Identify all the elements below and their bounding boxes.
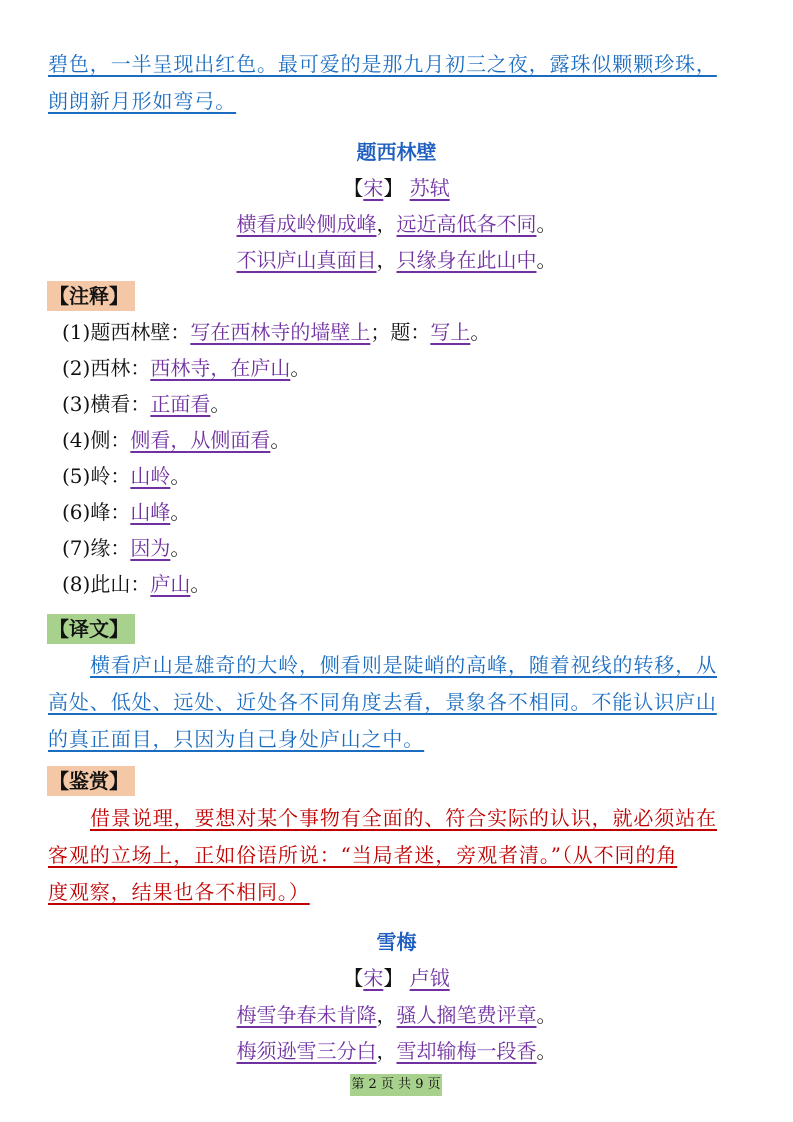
appreciation-line-2: 客观的立场上，正如俗语所说：“当局者迷，旁观者清。”（从不同的角 <box>48 843 678 867</box>
poem2-line-2 <box>0 1037 793 1065</box>
punct: ， <box>376 1003 397 1027</box>
poem1-byline <box>0 174 793 202</box>
note-2: (2)西林：西林寺，在庐山。 <box>62 356 311 380</box>
poem-verse: 梅须逊雪三分白 <box>236 1039 377 1063</box>
notes-label: 【注释】 <box>47 281 135 311</box>
translation-line-2: 高处、低处、远处、近处各不同角度去看，景象各不相同。不能认识庐山 <box>48 690 717 714</box>
note-7: (7)缘：因为。 <box>62 536 191 560</box>
intro-line-2 <box>48 87 236 115</box>
poem-verse: 只缘身在此山中 <box>396 248 537 272</box>
poem2-byline <box>0 964 793 992</box>
appreciation-label: 【鉴赏】 <box>47 766 135 796</box>
punct: ， <box>376 1039 397 1063</box>
note-4: (4)侧：侧看，从侧面看。 <box>62 428 291 452</box>
bracket-open: 【 <box>343 176 364 200</box>
poem-verse: 骚人搁笔费评章 <box>396 1003 537 1027</box>
punct: 。 <box>536 248 557 272</box>
note-5: (5)岭：山岭。 <box>62 464 191 488</box>
poem2-title: 雪梅 <box>376 930 417 954</box>
poem1-line-2 <box>0 246 793 274</box>
poem-verse: 梅雪争春未肯降 <box>236 1003 377 1027</box>
poem1-dynasty: 宋 <box>363 176 384 200</box>
appreciation-line-1: 借景说理，要想对某个事物有全面的、符合实际的认识，就必须站在 <box>90 806 717 830</box>
poem-verse: 不识庐山真面目 <box>236 248 377 272</box>
translation-line-3: 的真正面目，只因为自己身处庐山之中。 <box>48 727 425 751</box>
intro-text-2: 朗朗新月形如弯弓。 <box>48 89 237 113</box>
appreciation-line-3: 度观察，结果也各不相同。） <box>48 880 310 904</box>
intro-line-1 <box>48 50 717 78</box>
poem-verse: 横看成岭侧成峰 <box>236 212 377 236</box>
page-footer: 第 2 页 共 9 页 <box>350 1074 442 1096</box>
poem1-title-row <box>0 138 793 166</box>
punct: 。 <box>536 1039 557 1063</box>
note-3: (3)横看：正面看。 <box>62 392 231 416</box>
punct: 。 <box>536 212 557 236</box>
poem1-author: 苏轼 <box>409 176 450 200</box>
poem1-title: 题西林壁 <box>356 140 437 164</box>
bracket-close: 】 <box>383 176 404 200</box>
punct: 。 <box>536 1003 557 1027</box>
note-8: (8)此山：庐山。 <box>62 572 211 596</box>
poem-verse: 远近高低各不同 <box>396 212 537 236</box>
translation-label: 【译文】 <box>47 614 135 644</box>
poem2-dynasty: 宋 <box>363 966 384 990</box>
bracket-open: 【 <box>343 966 364 990</box>
poem1-line-1 <box>0 210 793 238</box>
poem2-title-row <box>0 928 793 956</box>
punct: ， <box>376 248 397 272</box>
note-1: (1)题西林壁：写在西林寺的墙壁上；题：写上。 <box>62 320 491 344</box>
intro-text-1: 碧色，一半呈现出红色。最可爱的是那九月初三之夜，露珠似颗颗珍珠， <box>48 52 717 76</box>
poem-verse: 雪却输梅一段香 <box>396 1039 537 1063</box>
poem2-author: 卢钺 <box>409 966 450 990</box>
translation-line-1: 横看庐山是雄奇的大岭，侧看则是陡峭的高峰，随着视线的转移，从 <box>90 653 717 677</box>
note-6: (6)峰：山峰。 <box>62 500 191 524</box>
punct: ， <box>376 212 397 236</box>
bracket-close: 】 <box>383 966 404 990</box>
poem2-line-1 <box>0 1001 793 1029</box>
